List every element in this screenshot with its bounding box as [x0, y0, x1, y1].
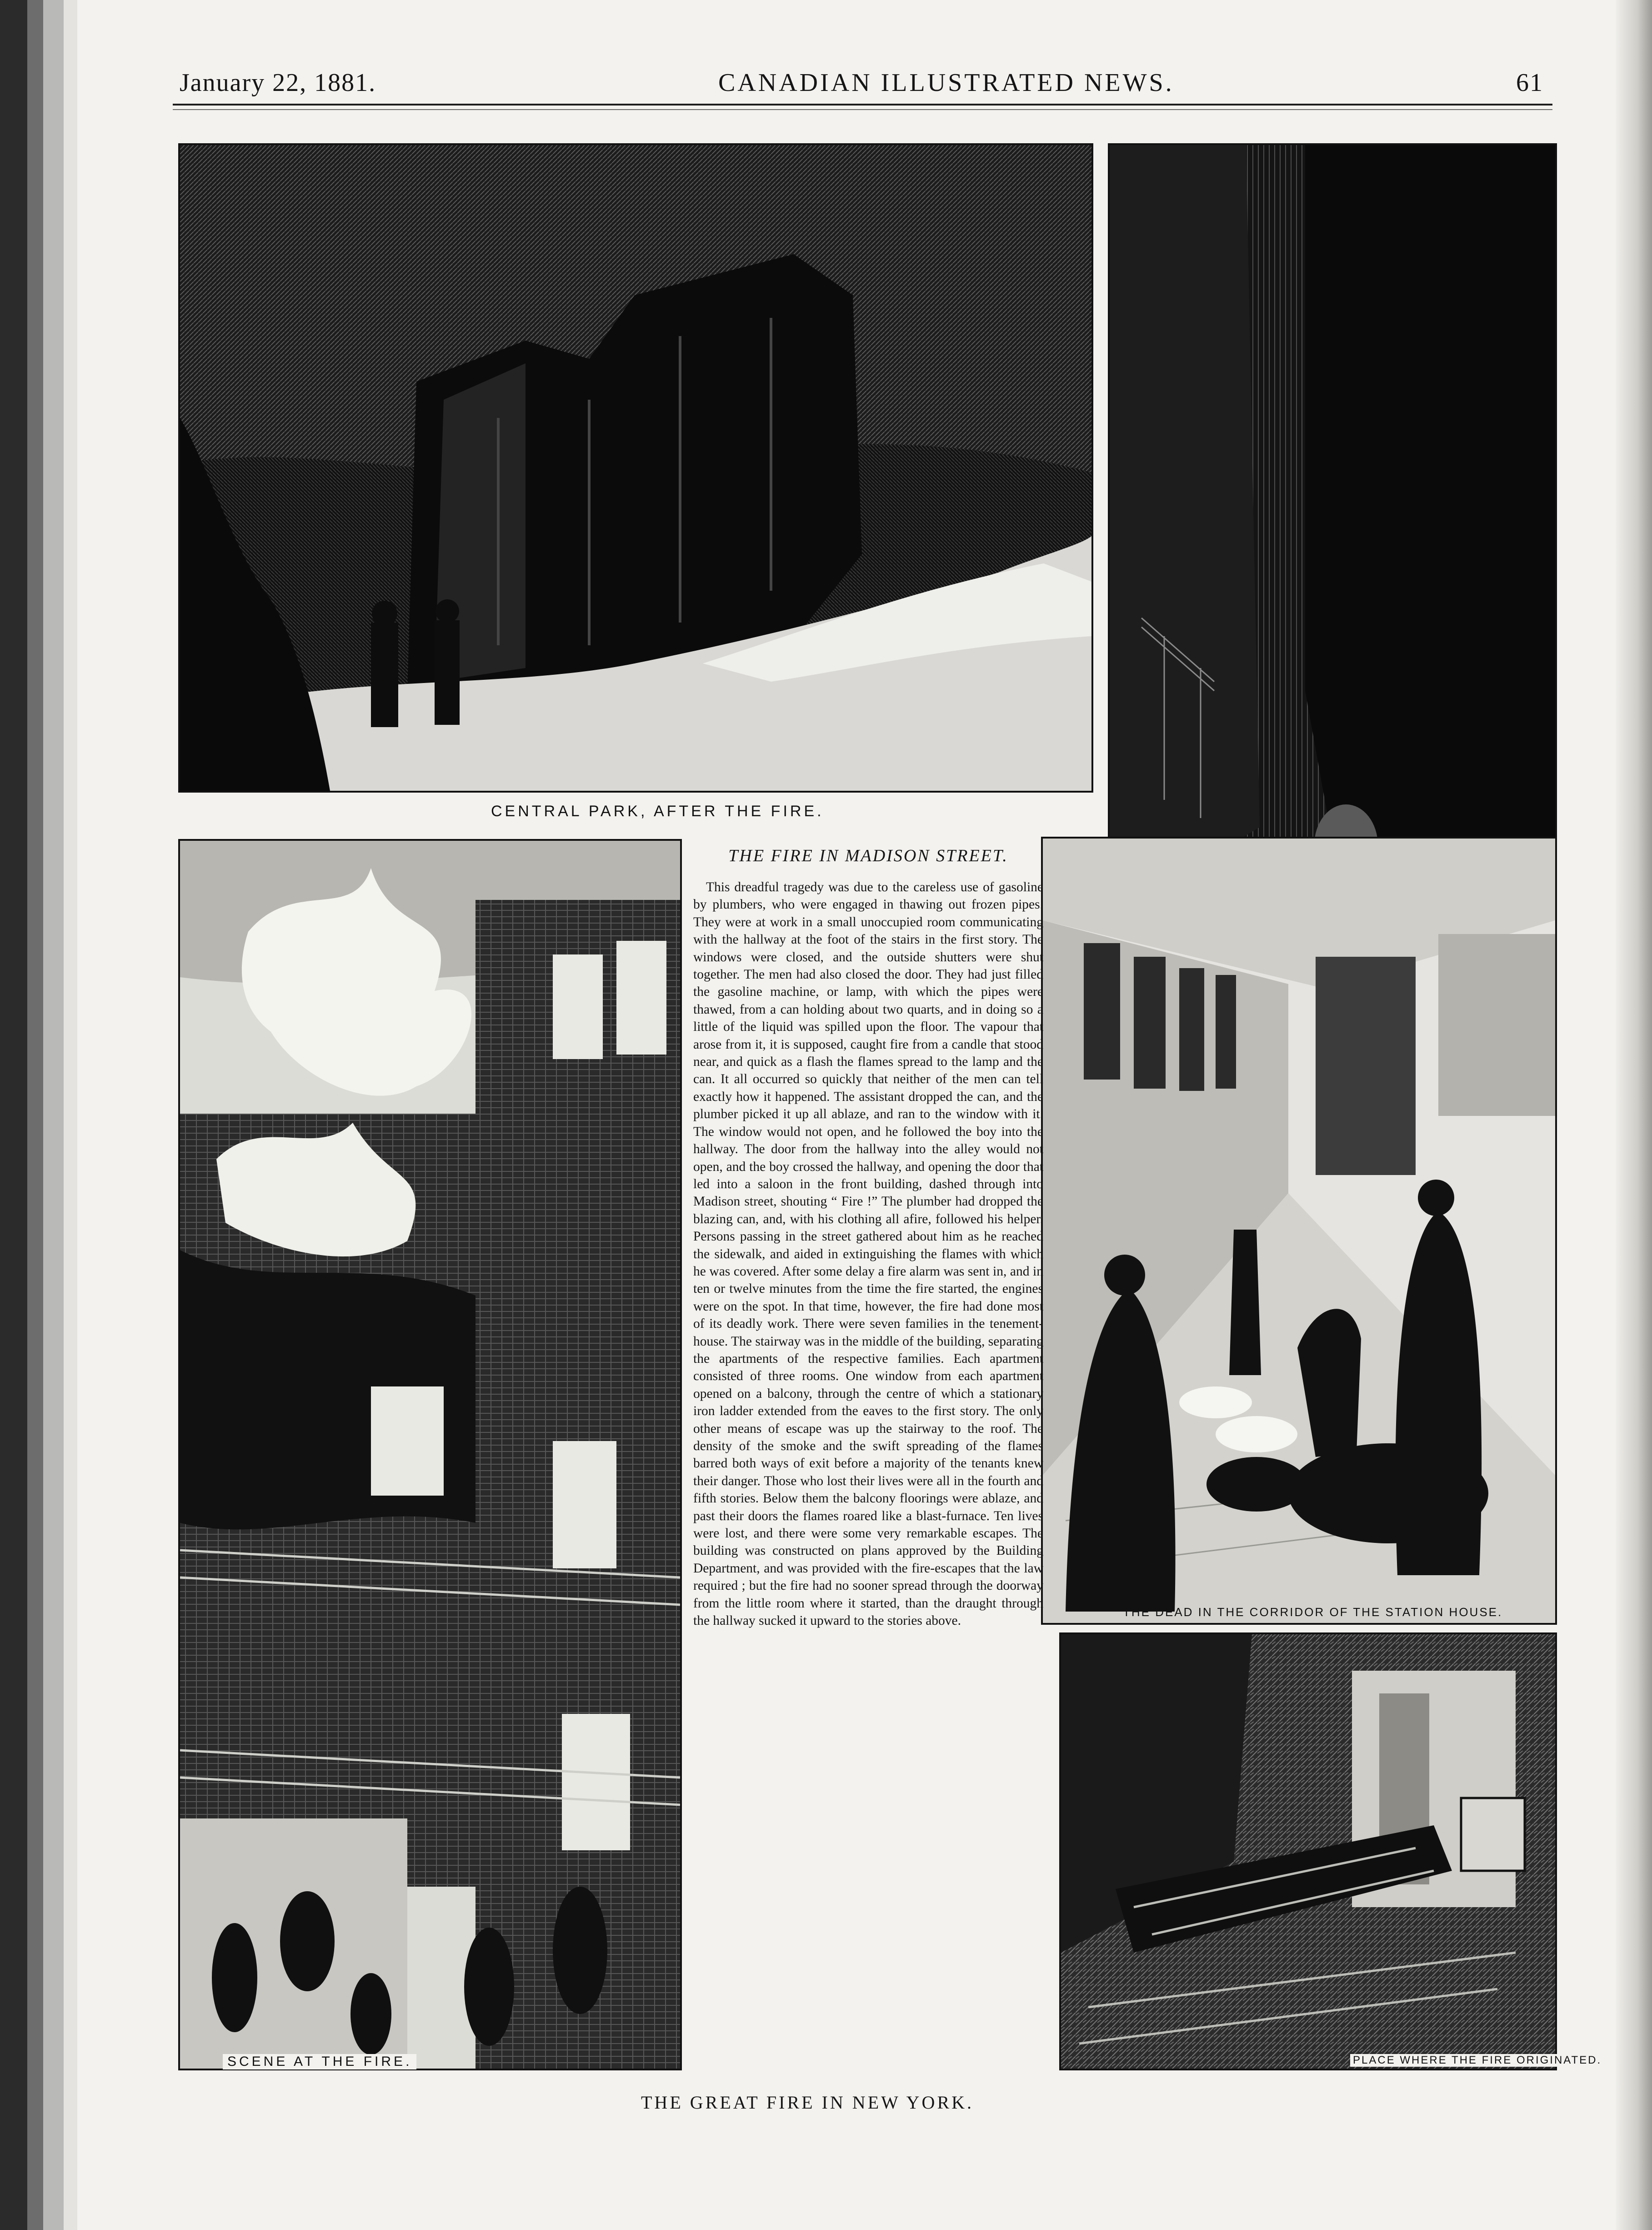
- scene-at-fire-caption: SCENE AT THE FIRE.: [223, 2054, 416, 2069]
- fire-origin-illustration: [1059, 1632, 1557, 2070]
- alley-illustration: [1108, 143, 1557, 920]
- central-park-illustration: [178, 143, 1093, 793]
- footer-caption: THE GREAT FIRE IN NEW YORK.: [641, 2092, 974, 2113]
- header-title: CANADIAN ILLUSTRATED NEWS.: [718, 69, 1174, 97]
- header-date: January 22, 1881.: [180, 69, 376, 97]
- scene-at-fire-illustration: [178, 839, 682, 2070]
- article-body: This dreadful tragedy was due to the careless use of gasoline by plumbers, who were engaged in thawing out frozen pipes. They were at work in a small unoccupied room communicating with the hallway at the foot of the stairs in the first story. The windows were closed, and the outside shutters were shut together. The men had also closed the door. They had just filled the gasoline machine, or lamp, with which the pipes were thawed, from a can holding about two quarts, and in doing so a little of the liquid was spilled upon the floor. The vapour that arose from it, it is supposed, caught fire from a candle that stood near, and quick as a flash the flames spread to the lamp and the can. It all occurred so quickly that neither of the men can tell exactly how it happened. The assistant dropped the can, and the plumber picked it up all ablaze, and ran to the window with it. The window would not open, and he followed the boy into the hallway. The door from the hallway into the alley would not open, and the boy crossed the hallway, and opening the door that led into a saloon in the front building, dashed through into Madison street, shouting “ Fire !” The plumber had dropped the blazing can, and, with his clothing all afire, followed his helper. Persons passing in the street gathered about him as he reached the sidewalk, and aided in extinguishing the flames with which he was covered. After some delay a fire alarm was sent in, and in ten or twelve minutes from the time the fire started, the engines were on the spot. In that time, however, the fire had done most of its deadly work. There were seven families in the tenement-house. The stairway was in the middle of the building, separating the apartments of the respective families. Each apartment consisted of three rooms. One window from each apartment opened on a balcony, through the centre of which a stationary iron ladder extended from the eaves to the first story. The only other means of escape was up the stairway to the roof. The density of the smoke and the swift spreading of the flames barred both ways of exit before a majority of the tenants knew their danger. Those who lost their lives were all in the fourth and fifth stories. Below them the balcony floorings were ablaze, and past their doors the flames roared like a blast-furnace. Ten lives were lost, and there were some very remarkable escapes. The building was constructed on plans approved by the Building Department, and was provided with the fire-escapes that the law required ; but the fire had no sooner spread through the doorway from the little room where it started, than the draught through the hallway sucked it upward to the stories above.: [693, 880, 1043, 1628]
- header-page-number: 61: [1516, 69, 1543, 97]
- header-rule: [173, 104, 1552, 105]
- page-binding-edge: [0, 0, 77, 2230]
- page-right-edge: [1616, 0, 1652, 2230]
- header-rule-thin: [173, 109, 1552, 110]
- central-park-caption: CENTRAL PARK, AFTER THE FIRE.: [491, 803, 824, 820]
- station-house-caption: THE DEAD IN THE CORRIDOR OF THE STATION HOUSE.: [1123, 1605, 1503, 1619]
- article-title: THE FIRE IN MADISON STREET.: [728, 846, 1008, 865]
- fire-origin-caption: PLACE WHERE THE FIRE ORIGINATED.: [1350, 2054, 1604, 2067]
- article-column: [693, 846, 1043, 1629]
- station-house-corridor-illustration: [1041, 837, 1557, 1625]
